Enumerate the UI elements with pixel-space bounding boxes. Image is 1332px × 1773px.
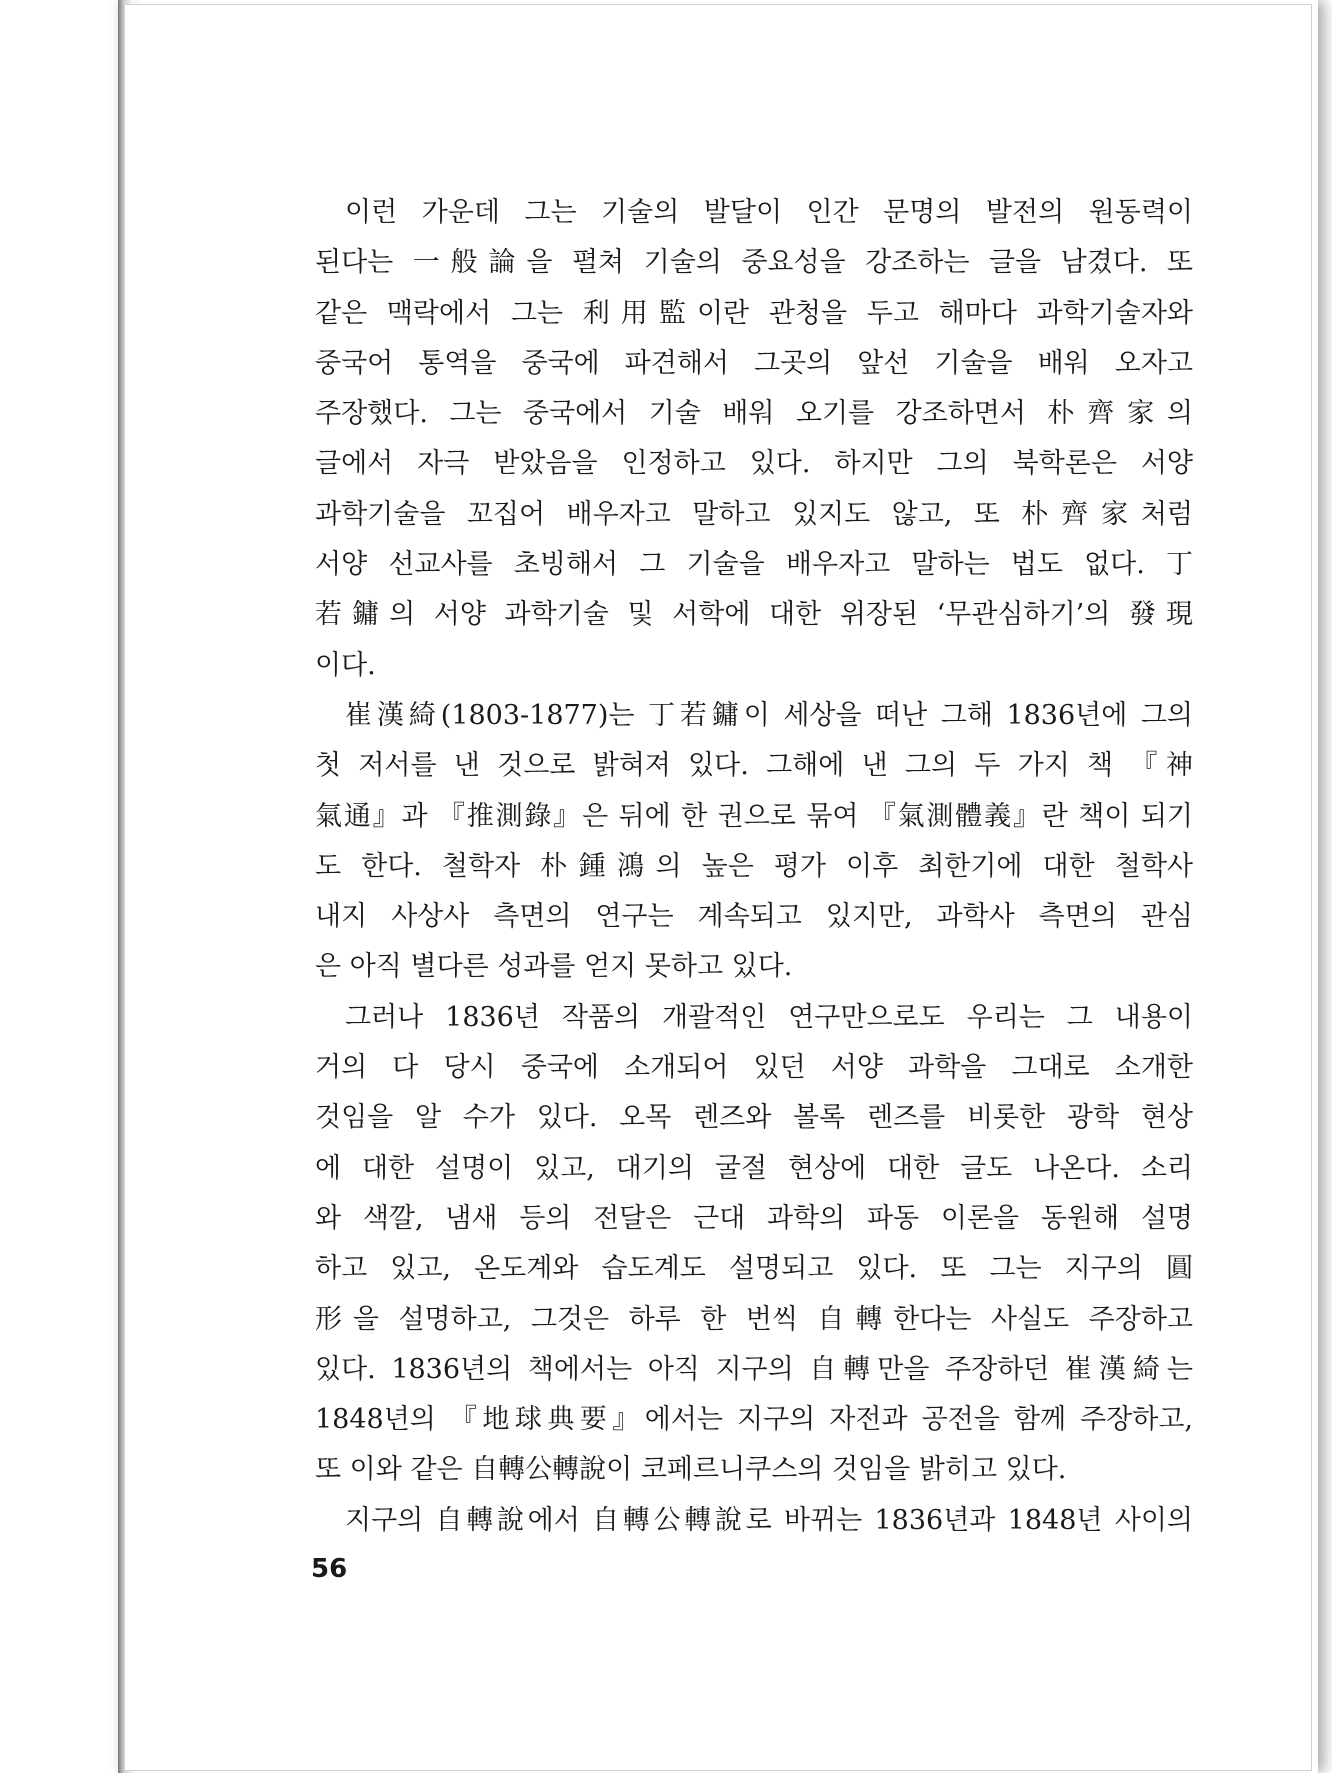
text-line: 若鏞의 서양 과학기술 및 서학에 대한 위장된 ‘무관심하기’의 發現	[315, 599, 1193, 631]
text-line: 하고 있고, 온도계와 습도계도 설명되고 있다. 또 그는 지구의 圓	[315, 1253, 1193, 1285]
text-line: 주장했다. 그는 중국에서 기술 배워 오기를 강조하면서 朴齊家의	[315, 398, 1193, 430]
text-line: 지구의 自轉說에서 自轉公轉說로 바뀌는 1836년과 1848년 사이의	[345, 1504, 1193, 1536]
text-line: 서양 선교사를 초빙해서 그 기술을 배우자고 말하는 법도 없다. 丁	[315, 549, 1193, 581]
text-line: 중국어 통역을 중국에 파견해서 그곳의 앞선 기술을 배워 오자고	[315, 347, 1193, 379]
text-line: 같은 맥락에서 그는 利用監이란 관청을 두고 해마다 과학기술자와	[315, 297, 1193, 329]
text-line: 또 이와 같은 自轉公轉說이 코페르니쿠스의 것임을 밝히고 있다.	[315, 1454, 1067, 1486]
text-line: 있다. 1836년의 책에서는 아직 지구의 自轉만을 주장하던 崔漢綺는	[315, 1353, 1193, 1385]
text-line: 첫 저서를 낸 것으로 밝혀져 있다. 그해에 낸 그의 두 가지 책 『神	[315, 750, 1193, 782]
text-line: 그러나 1836년 작품의 개괄적인 연구만으로도 우리는 그 내용이	[345, 1001, 1193, 1033]
text-line: 거의 다 당시 중국에 소개되어 있던 서양 과학을 그대로 소개한	[315, 1052, 1193, 1084]
text-line: 崔漢綺(1803-1877)는 丁若鏞이 세상을 떠난 그해 1836년에 그의	[345, 699, 1193, 731]
text-line: 에 대한 설명이 있고, 대기의 굴절 현상에 대한 글도 나온다. 소리	[315, 1152, 1193, 1184]
body-text	[315, 188, 1193, 1546]
text-line: 것임을 알 수가 있다. 오목 렌즈와 볼록 렌즈를 비롯한 광학 현상	[315, 1102, 1193, 1134]
page-number: 56	[311, 1554, 348, 1584]
text-line: 이다.	[315, 649, 376, 681]
text-line: 된다는 一般論을 펼쳐 기술의 중요성을 강조하는 글을 남겼다. 또	[315, 247, 1193, 279]
text-line: 氣通』과 『推測錄』은 뒤에 한 권으로 묶여 『氣測體義』란 책이 되기	[315, 800, 1193, 832]
text-line: 내지 사상사 측면의 연구는 계속되고 있지만, 과학사 측면의 관심	[315, 901, 1193, 933]
text-line: 形을 설명하고, 그것은 하루 한 번씩 自轉한다는 사실도 주장하고	[315, 1303, 1193, 1335]
text-line: 와 색깔, 냄새 등의 전달은 근대 과학의 파동 이론을 동원해 설명	[315, 1202, 1193, 1234]
text-line: 글에서 자극 받았음을 인정하고 있다. 하지만 그의 북학론은 서양	[315, 448, 1193, 480]
text-line: 도 한다. 철학자 朴鍾鴻의 높은 평가 이후 최한기에 대한 철학사	[315, 850, 1193, 882]
text-line: 과학기술을 꼬집어 배우자고 말하고 있지도 않고, 또 朴齊家처럼	[315, 498, 1193, 530]
text-line: 1848년의 『地球典要』에서는 지구의 자전과 공전을 함께 주장하고,	[315, 1404, 1193, 1436]
text-line: 이런 가운데 그는 기술의 발달이 인간 문명의 발전의 원동력이	[345, 197, 1193, 228]
text-line: 은 아직 별다른 성과를 얻지 못하고 있다.	[315, 951, 793, 983]
